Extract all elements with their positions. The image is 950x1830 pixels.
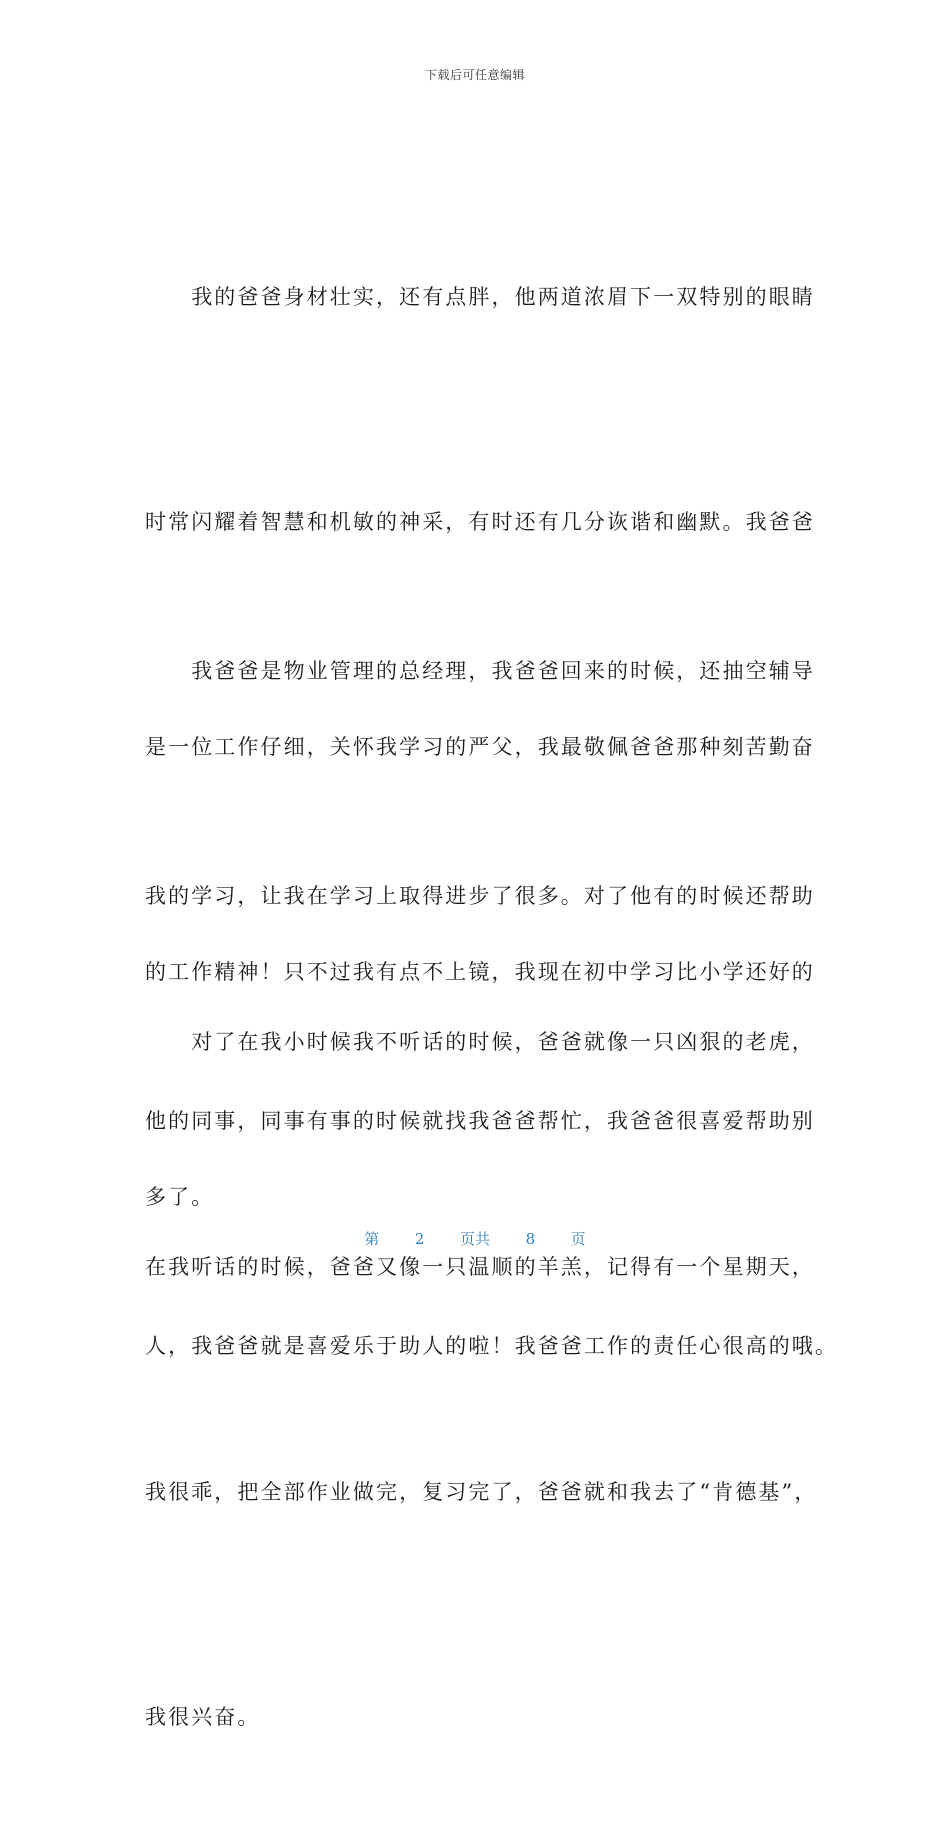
footer-page-prefix: 第	[364, 1230, 380, 1248]
paragraph-line: 在我听话的时候，爸爸又像一只温顺的羊羔，记得有一个星期天，	[145, 1255, 815, 1279]
page-header: 下载后可任意编辑	[424, 68, 525, 82]
paragraph-line: 我很乖，把全部作业做完，复习完了，爸爸就和我去了“肯德基”，	[145, 1480, 818, 1504]
paragraph-line: 我的学习，让我在学习上取得进步了很多。对了他有的时候还帮助	[145, 884, 815, 908]
page-footer	[0, 1228, 950, 1249]
paragraph-line: 我的爸爸身材壮实，还有点胖，他两道浓眉下一双特别的眼睛	[145, 285, 815, 309]
paragraph-line: 我爸爸是物业管理的总经理，我爸爸回来的时候，还抽空辅导	[145, 659, 815, 683]
paragraph-line: 时常闪耀着智慧和机敏的神采，有时还有几分诙谐和幽默。我爸爸	[145, 510, 815, 534]
paragraph-3	[145, 855, 838, 1830]
footer-page-number: 2	[414, 1230, 425, 1248]
footer-page-total: 8	[525, 1230, 536, 1248]
paragraph-line: 的工作精神！只不过我有点不上镜，我现在初中学习比小学还好的	[145, 960, 815, 984]
paragraph-line: 是一位工作仔细，关怀我学习的严父，我最敬佩爸爸那种刻苦勤奋	[145, 735, 815, 759]
paragraph-line: 我很兴奋。	[145, 1705, 261, 1729]
paragraph-line: 他的同事，同事有事的时候就找我爸爸帮忙，我爸爸很喜爱帮助别	[145, 1109, 815, 1133]
paragraph-line: 多了。	[145, 1185, 215, 1209]
footer-page-suffix: 页	[570, 1230, 586, 1248]
paragraph-line: 对了在我小时候我不听话的时候，爸爸就像一只凶狠的老虎，	[145, 1030, 815, 1054]
footer-page-mid: 页共	[459, 1230, 490, 1248]
paragraph-line: 人，我爸爸就是喜爱乐于助人的啦！我爸爸工作的责任心很高的哦。	[145, 1334, 838, 1358]
